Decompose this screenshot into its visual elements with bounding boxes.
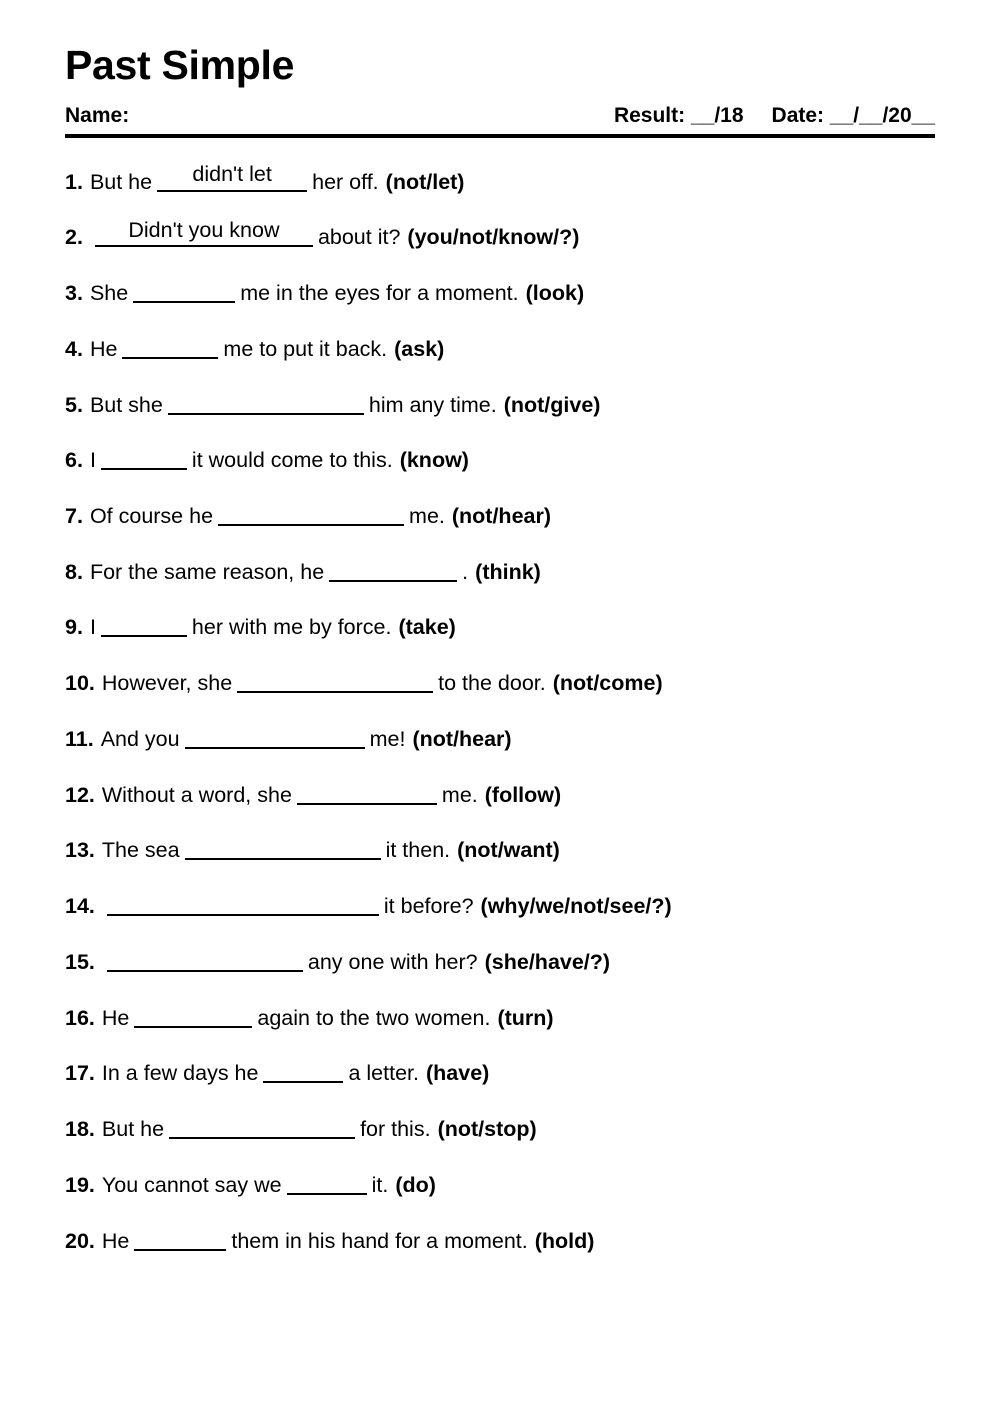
verb-hint: (ask) [394,336,445,361]
answer-blank[interactable] [168,390,364,415]
question-number: 10. [65,671,95,696]
question-item [65,1000,935,1031]
verb-hint: (not/let) [385,169,465,194]
answer-blank[interactable] [287,1170,367,1195]
verb-hint: (why/we/not/see/?) [480,894,672,919]
question-item [65,721,935,752]
question-number: 20. [65,1228,95,1253]
question-item [65,331,935,362]
verb-hint: (look) [525,281,585,306]
verb-hint: (take) [398,615,456,640]
question-text-after-blank: them in his hand for a moment. [231,1228,528,1253]
answer-blank[interactable] [185,836,381,861]
question-number: 6. [65,448,83,473]
question-text-before-blank: He [89,336,118,361]
answer-blank[interactable] [169,1115,355,1140]
question-number: 11. [65,726,94,751]
question-number: 18. [65,1117,95,1142]
question-text-before-blank: I [89,448,96,473]
question-text-after-blank: it. [371,1172,389,1197]
question-text-before-blank: Of course he [89,504,214,529]
question-item [65,666,935,697]
answer-blank[interactable] [107,947,303,972]
question-text-after-blank: it would come to this. [191,448,393,473]
date-label: Date: [771,104,825,128]
question-number: 4. [65,336,83,361]
question-number: 16. [65,1005,95,1030]
question-item [65,889,935,920]
verb-hint: (think) [475,559,541,584]
answer-blank[interactable] [157,162,307,192]
answer-blank[interactable] [329,557,457,582]
verb-hint: (not/hear) [451,504,552,529]
question-list [65,164,935,1254]
verb-hint: (not/come) [552,671,663,696]
verb-hint: (follow) [484,782,562,807]
question-text-after-blank: me. [409,504,445,529]
answer-blank[interactable] [133,279,235,304]
answer-blank[interactable] [185,724,365,749]
question-text-after-blank: him any time. [368,392,497,417]
question-item [65,1112,935,1143]
question-text-after-blank: me in the eyes for a moment. [240,281,519,306]
question-item [65,610,935,641]
question-text-before-blank: But she [89,392,163,417]
answer-blank[interactable] [101,613,187,638]
question-text-after-blank: a letter. [348,1061,419,1086]
answer-blank[interactable] [263,1059,343,1084]
question-text-after-blank: me to put it back. [223,336,388,361]
verb-hint: (not/give) [503,392,601,417]
question-number: 5. [65,392,83,417]
answer-blank[interactable] [101,446,187,471]
answer-blank[interactable] [237,669,433,694]
question-item [65,498,935,529]
question-text-before-blank: The sea [101,838,180,863]
question-text-after-blank: any one with her? [307,949,478,974]
question-text-after-blank: to the door. [438,671,546,696]
question-number: 17. [65,1061,95,1086]
question-number: 15. [65,949,95,974]
page-title: Past Simple [65,42,295,88]
verb-hint: (you/not/know/?) [407,225,580,250]
verb-hint: (do) [395,1172,436,1197]
verb-hint: (not/want) [457,838,560,863]
question-text-after-blank: . [462,559,469,584]
question-number: 19. [65,1172,95,1197]
question-text-before-blank: He [101,1005,130,1030]
question-number: 9. [65,615,83,640]
question-item [65,276,935,307]
header-divider [65,134,935,138]
verb-hint: (she/have/?) [484,949,611,974]
worksheet-meta-row [65,104,935,128]
question-item [65,443,935,474]
question-item [65,1056,935,1087]
question-text-after-blank: about it? [317,225,401,250]
question-number: 13. [65,838,95,863]
question-text-before-blank: However, she [101,671,233,696]
question-text-after-blank: again to the two women. [257,1005,491,1030]
answer-blank[interactable] [95,217,313,248]
question-number: 1. [65,169,83,194]
answer-blank[interactable] [297,780,437,805]
verb-hint: (know) [399,448,469,473]
question-text-before-blank: And you [100,726,180,751]
question-text-after-blank: her with me by force. [191,615,392,640]
question-item [65,387,935,418]
result-label: Result: [613,104,686,128]
verb-hint: (have) [425,1061,490,1086]
question-item [65,1223,935,1254]
question-item [65,944,935,975]
question-number: 2. [65,225,83,250]
question-text-before-blank: I [89,615,96,640]
question-text-before-blank: In a few days he [101,1061,259,1086]
result-value: __/18 [690,104,744,128]
question-text-before-blank: Without a word, she [101,782,292,807]
question-text-after-blank: it then. [385,838,451,863]
verb-hint: (turn) [497,1005,554,1030]
question-text-before-blank: You cannot say we [101,1172,282,1197]
date-value: __/__/20__ [829,104,935,128]
result-field [614,104,744,128]
question-text-after-blank: me. [441,782,478,807]
question-text-after-blank: it before? [383,894,474,919]
verb-hint: (not/stop) [437,1117,537,1142]
question-text-before-blank: He [101,1228,130,1253]
verb-hint: (hold) [534,1228,595,1253]
question-text-after-blank: for this. [360,1117,431,1142]
answer-text: didn't let [192,162,272,187]
question-text-before-blank: She [89,281,129,306]
question-number: 8. [65,559,83,584]
question-text-after-blank: her off. [312,169,379,194]
question-number: 14. [65,894,95,919]
question-text-before-blank: But he [101,1117,165,1142]
name-label: Name: [65,104,130,128]
question-text-before-blank: But he [89,169,153,194]
question-number: 12. [65,782,95,807]
question-text-after-blank: me! [369,726,406,751]
meta-right-group [614,104,935,128]
answer-blank[interactable] [122,334,218,359]
answer-blank[interactable] [218,501,404,526]
question-item [65,833,935,864]
answer-blank[interactable] [107,892,379,917]
question-number: 3. [65,281,83,306]
question-item [65,1167,935,1198]
question-text-before-blank: For the same reason, he [89,559,325,584]
question-item [65,554,935,585]
question-item [65,164,935,195]
answer-blank[interactable] [134,1226,226,1251]
verb-hint: (not/hear) [412,726,512,751]
question-item [65,217,935,251]
answer-text: Didn't you know [128,217,280,242]
question-number: 7. [65,504,83,529]
question-item [65,777,935,808]
answer-blank[interactable] [134,1003,252,1028]
date-field [772,104,935,128]
